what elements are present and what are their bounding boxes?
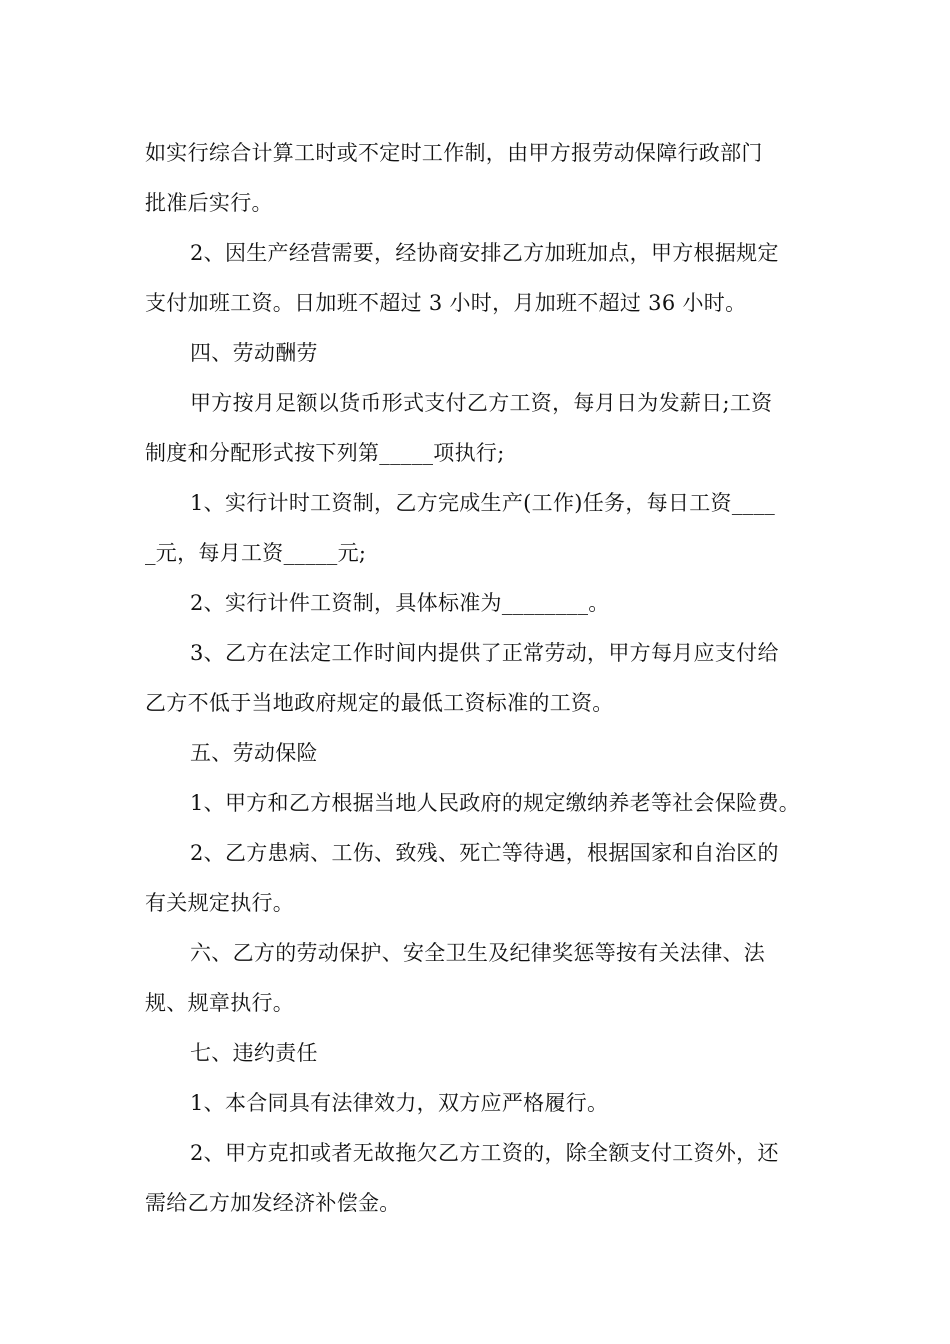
- text-line: 2、乙方患病、工伤、致残、死亡等待遇，根据国家和自治区的: [190, 841, 779, 865]
- text-line: 有关规定执行。: [145, 891, 295, 915]
- document-body: [145, 128, 815, 1228]
- text-line: 规、规章执行。: [145, 991, 295, 1015]
- text-line: 需给乙方加发经济补偿金。: [145, 1191, 401, 1215]
- text-line: 如实行综合计算工时或不定时工作制，由甲方报劳动保障行政部门: [145, 141, 763, 165]
- text-line: 乙方不低于当地政府规定的最低工资标准的工资。: [145, 691, 614, 715]
- text-line: 2、实行计件工资制，具体标准为________。: [190, 591, 610, 615]
- text-line: 2、因生产经营需要，经协商安排乙方加班加点，甲方根据规定: [190, 241, 779, 265]
- text-line: 1、甲方和乙方根据当地人民政府的规定缴纳养老等社会保险费。: [190, 791, 801, 815]
- text-line: _元，每月工资_____元;: [145, 541, 367, 565]
- text-line: 批准后实行。: [145, 191, 273, 215]
- text-line: 支付加班工资。日加班不超过 3 小时，月加班不超过 36 小时。: [145, 291, 747, 315]
- text-line: 制度和分配形式按下列第_____项执行;: [145, 441, 505, 465]
- section-heading: 七、违约责任: [190, 1041, 318, 1065]
- section-heading: 五、劳动保险: [190, 741, 318, 765]
- section-heading: 四、劳动酬劳: [190, 341, 318, 365]
- text-line: 2、甲方克扣或者无故拖欠乙方工资的，除全额支付工资外，还: [190, 1141, 779, 1165]
- text-line: 3、乙方在法定工作时间内提供了正常劳动，甲方每月应支付给: [190, 641, 779, 665]
- text-line: 1、本合同具有法律效力，双方应严格履行。: [190, 1091, 609, 1115]
- section-heading: 六、乙方的劳动保护、安全卫生及纪律奖惩等按有关法律、法: [190, 941, 766, 965]
- text-line: 甲方按月足额以货币形式支付乙方工资，每月日为发薪日;工资: [190, 391, 773, 415]
- text-line: 1、实行计时工资制，乙方完成生产(工作)任务，每日工资____: [190, 491, 776, 515]
